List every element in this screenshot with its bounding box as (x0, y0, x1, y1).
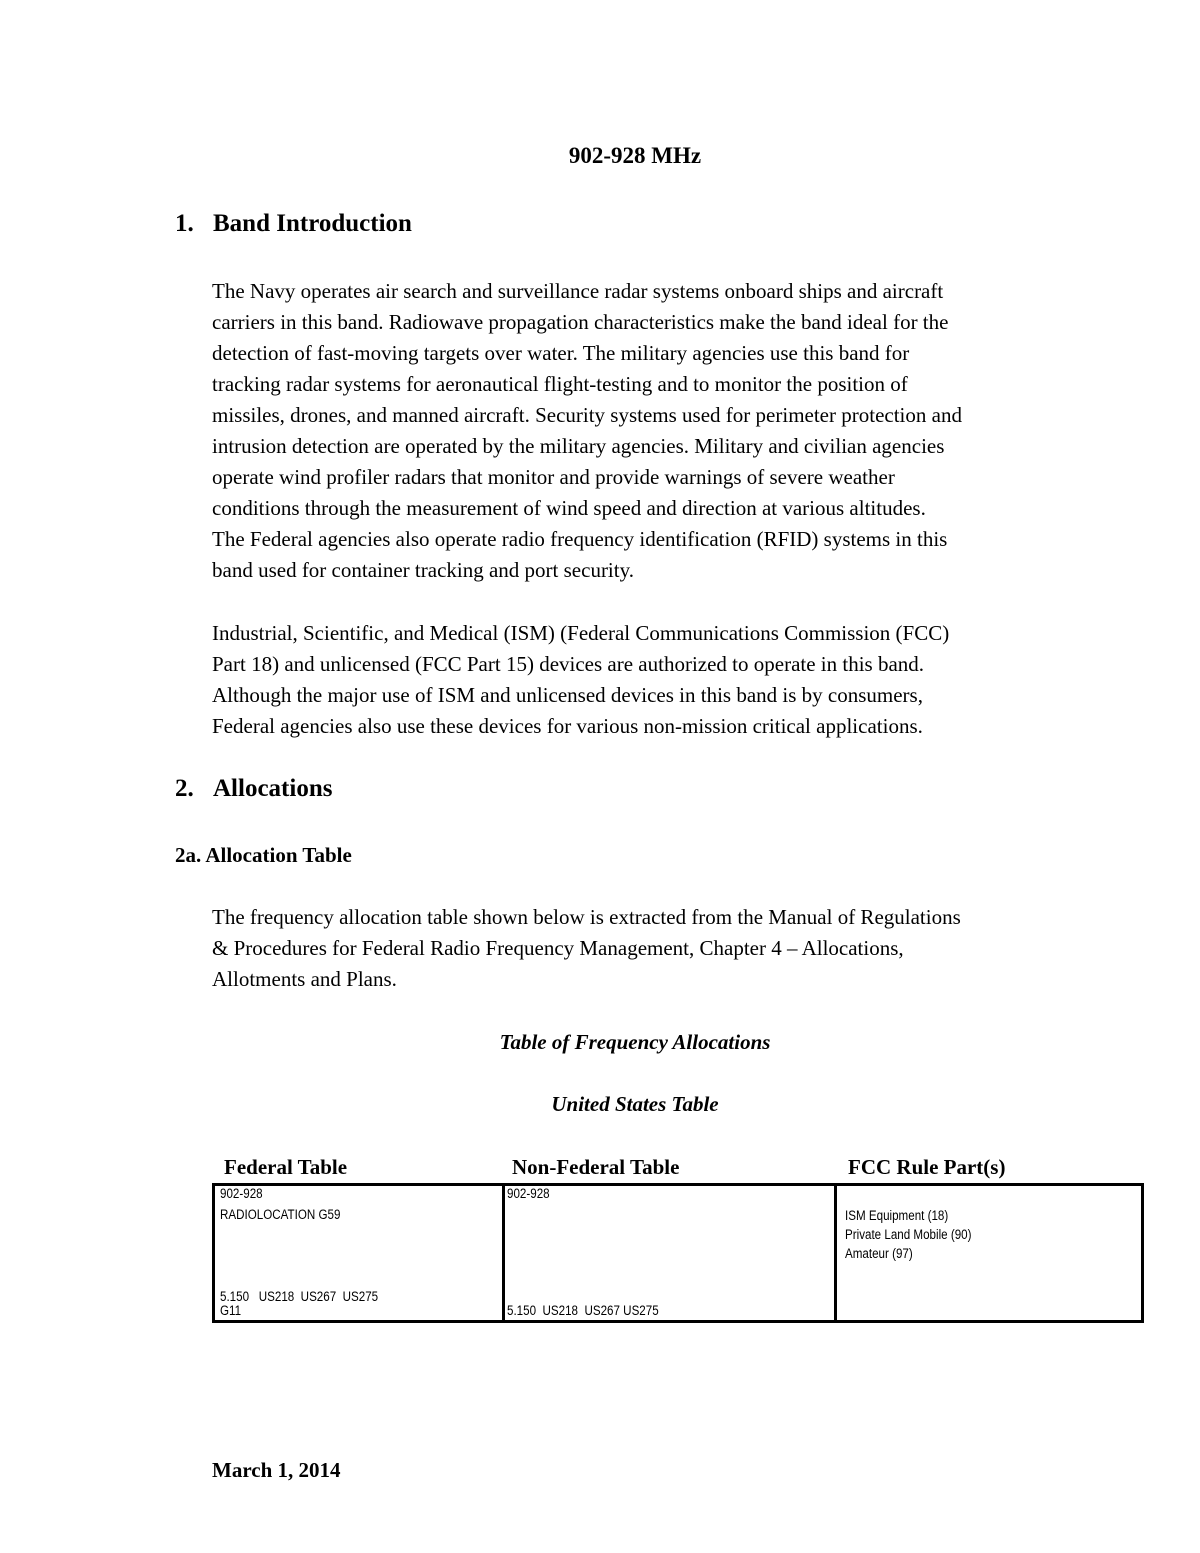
text-line: band used for container tracking and port security. (212, 558, 634, 582)
fcc-rule-part: ISM Equipment (18) (845, 1208, 949, 1223)
allocation-table (212, 1183, 1144, 1323)
text-line: The Federal agencies also operate radio frequency identification (RFID) systems in this (212, 527, 948, 551)
federal-band: 902-928 (220, 1186, 263, 1201)
non-federal-band: 902-928 (507, 1186, 550, 1201)
fcc-rule-part: Amateur (97) (845, 1246, 913, 1261)
text-line: tracking radar systems for aeronautical flight-testing and to monitor the position of (212, 372, 908, 396)
column-divider (834, 1186, 837, 1320)
page-title: 902-928 MHz (568, 143, 702, 168)
fcc-rule-part: Private Land Mobile (90) (845, 1227, 972, 1242)
federal-footnotes: 5.150 US218 US267 US275 (220, 1289, 379, 1304)
section-1-number: 1. (175, 210, 194, 237)
federal-footnote-g11: G11 (220, 1303, 242, 1318)
text-line: operate wind profiler radars that monitor and provide warnings of severe weather (212, 465, 895, 489)
fcc-rule-parts-cell (845, 1186, 1129, 1320)
band-introduction-paragraph-1 (212, 276, 1082, 586)
text-line: carriers in this band. Radiowave propagation characteristics make the band ideal for the (212, 310, 949, 334)
text-line: Part 18) and unlicensed (FCC Part 15) devices are authorized to operate in this band. (212, 652, 925, 676)
section-2-heading (175, 775, 575, 807)
section-2-number: 2. (175, 775, 194, 802)
federal-service: RADIOLOCATION G59 (220, 1207, 341, 1222)
non-federal-footnotes: 5.150 US218 US267 US275 (507, 1303, 659, 1318)
section-1-heading (175, 210, 575, 242)
footer-date: March 1, 2014 (212, 1458, 341, 1482)
band-introduction-paragraph-2 (212, 618, 1082, 742)
federal-cell (220, 1186, 504, 1320)
text-line: The Navy operates air search and surveillance radar systems onboard ships and aircraft (212, 279, 944, 303)
text-line: missiles, drones, and manned aircraft. Security systems used for perimeter protection and (212, 403, 962, 427)
allocations-intro-paragraph (212, 902, 1082, 995)
section-1-title: Band Introduction (213, 210, 412, 237)
federal-table-header: Federal Table (224, 1155, 348, 1179)
non-federal-cell (507, 1186, 834, 1320)
non-federal-table-header: Non-Federal Table (512, 1155, 680, 1179)
text-line: The frequency allocation table shown below is extracted from the Manual of Regulations (212, 905, 961, 929)
fcc-rule-parts-header: FCC Rule Part(s) (848, 1155, 1006, 1179)
table-subtitle: United States Table (551, 1092, 719, 1116)
text-line: intrusion detection are operated by the military agencies. Military and civilian agencies (212, 434, 945, 458)
table-title: Table of Frequency Allocations (499, 1030, 771, 1054)
text-line: conditions through the measurement of wind speed and direction at various altitudes. (212, 496, 926, 520)
section-2-title: Allocations (213, 775, 333, 802)
text-line: & Procedures for Federal Radio Frequency Management, Chapter 4 – Allocations, (212, 936, 904, 960)
text-line: detection of fast-moving targets over water. The military agencies use this band for (212, 341, 910, 365)
text-line: Federal agencies also use these devices for various non-mission critical applications. (212, 714, 923, 738)
text-line: Industrial, Scientific, and Medical (ISM) (Federal Communications Commission (FCC) (212, 621, 950, 645)
subsection-2a-heading: 2a. Allocation Table (175, 843, 352, 867)
text-line: Allotments and Plans. (212, 967, 397, 991)
text-line: Although the major use of ISM and unlicensed devices in this band is by consumers, (212, 683, 923, 707)
